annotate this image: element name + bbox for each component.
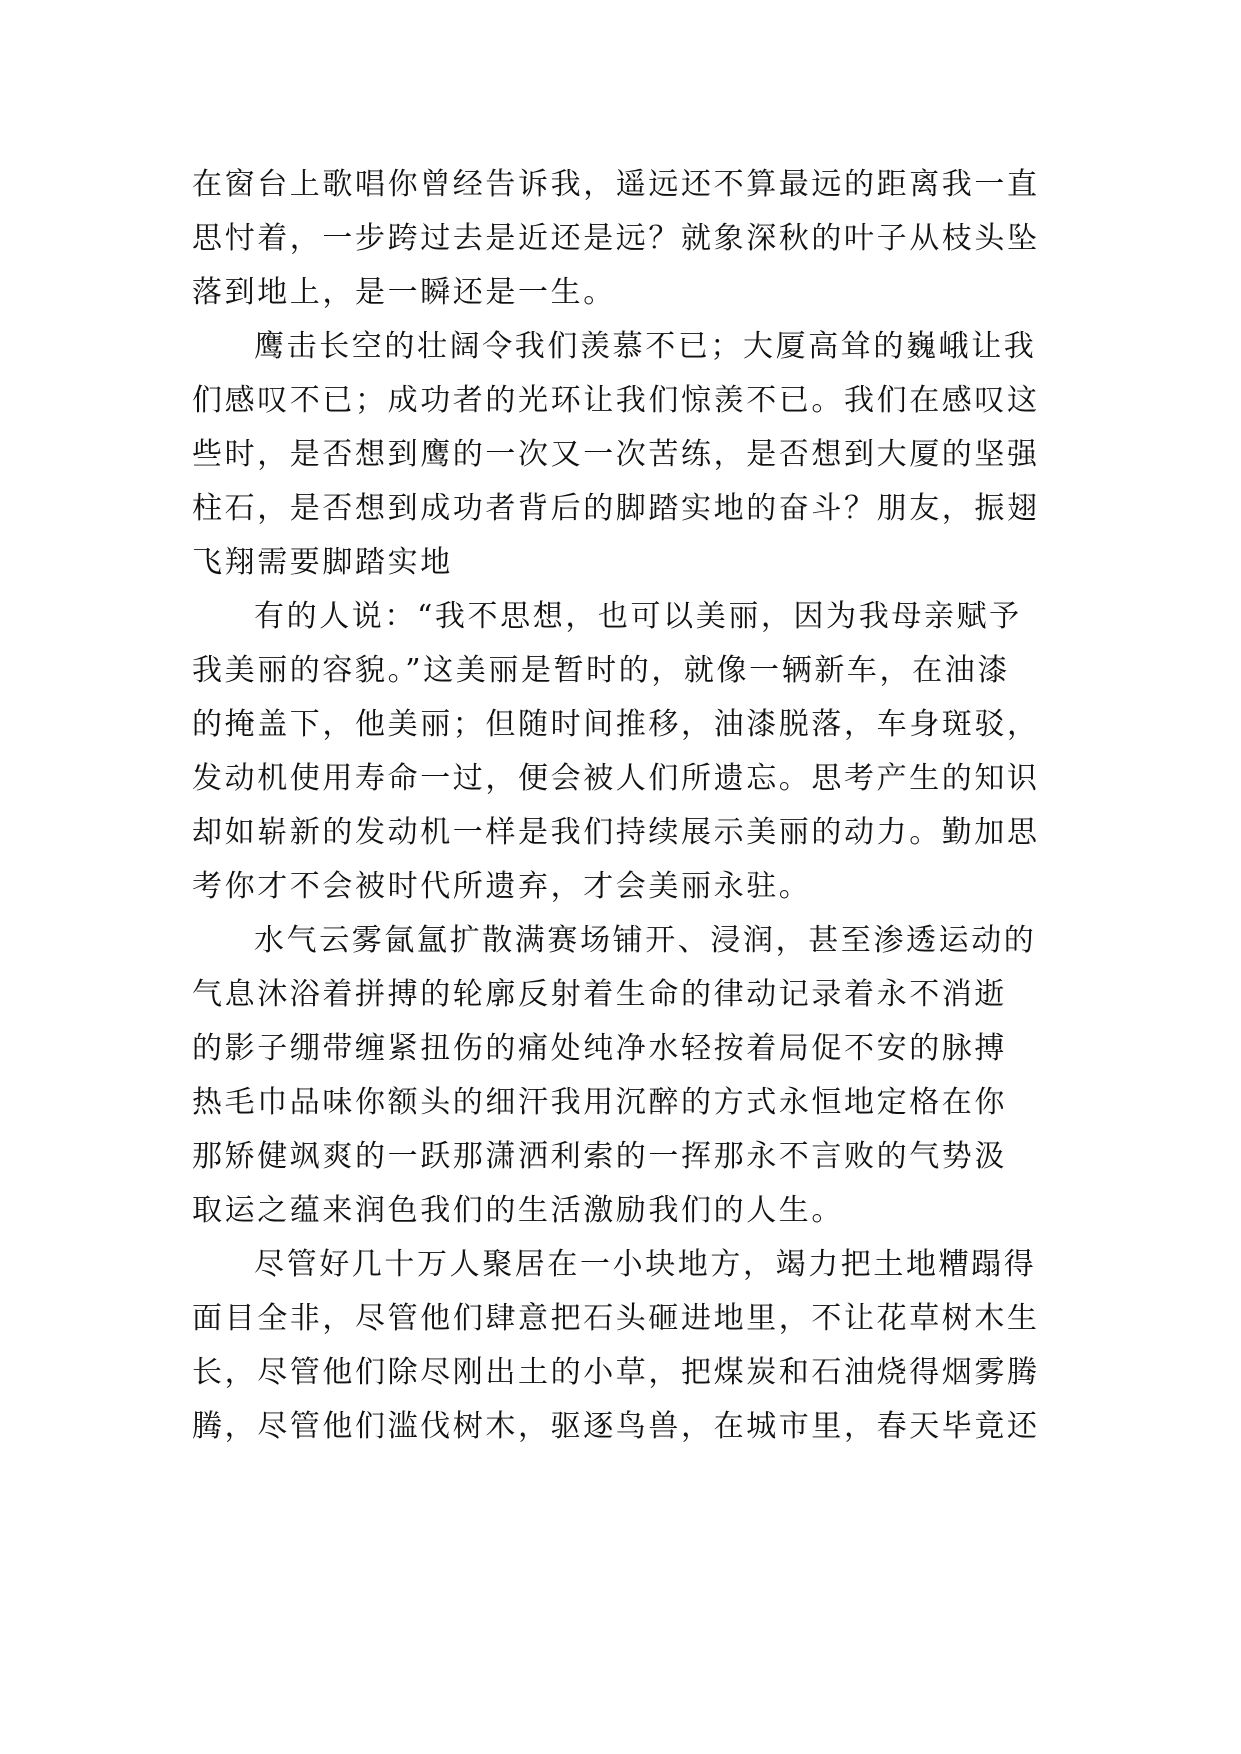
text-line: 尽管好几十万人聚居在一小块地方，竭力把土地糟蹋得	[254, 1247, 1037, 1282]
text-line: 鹰击长空的壮阔令我们羡慕不已；大厦高耸的巍峨让我	[254, 329, 1037, 364]
text-line: 长，尽管他们除尽刚出土的小草，把煤炭和石油烧得烟雾腾	[192, 1355, 1040, 1390]
text-line: 考你才不会被时代所遗弃，才会美丽永驻。	[192, 869, 812, 904]
text-line: 腾，尽管他们滥伐树木，驱逐鸟兽，在城市里，春天毕竟还	[192, 1409, 1040, 1444]
text-line: 的影子绷带缠紧扭伤的痛处纯净水轻按着局促不安的脉搏	[192, 1031, 1007, 1066]
text-line: 思忖着，一步跨过去是近还是远？就象深秋的叶子从枝头坠	[192, 221, 1040, 256]
text-line: 在窗台上歌唱你曾经告诉我，遥远还不算最远的距离我一直	[192, 167, 1040, 202]
text-line: 气息沐浴着拼搏的轮廓反射着生命的律动记录着永不消逝	[192, 977, 1007, 1012]
text-line: 柱石，是否想到成功者背后的脚踏实地的奋斗？朋友，振翅	[192, 491, 1040, 526]
text-line: 发动机使用寿命一过，便会被人们所遗忘。思考产生的知识	[192, 761, 1040, 796]
text-line: 有的人说：“我不思想，也可以美丽，因为我母亲赋予	[254, 599, 1022, 634]
text-line: 水气云雾氤氲扩散满赛场铺开、浸润，甚至渗透运动的	[254, 923, 1037, 958]
text-line: 却如崭新的发动机一样是我们持续展示美丽的动力。勤加思	[192, 815, 1040, 850]
text-line: 些时，是否想到鹰的一次又一次苦练，是否想到大厦的坚强	[192, 437, 1040, 472]
text-line: 取运之蕴来润色我们的生活激励我们的人生。	[192, 1193, 844, 1228]
paragraph-1	[192, 158, 1052, 320]
text-line: 我美丽的容貌。”这美丽是暂时的，就像一辆新车，在油漆	[192, 653, 1010, 688]
paragraph-2	[192, 320, 1052, 590]
text-line: 热毛巾品味你额头的细汗我用沉醉的方式永恒地定格在你	[192, 1085, 1007, 1120]
paragraph-3	[192, 590, 1052, 914]
text-line: 落到地上，是一瞬还是一生。	[192, 275, 616, 310]
document-body	[192, 158, 1052, 1454]
paragraph-5	[192, 1238, 1052, 1454]
text-line: 们感叹不已；成功者的光环让我们惊羡不已。我们在感叹这	[192, 383, 1040, 418]
text-line: 的掩盖下，他美丽；但随时间推移，油漆脱落，车身斑驳，	[192, 707, 1040, 742]
text-line: 飞翔需要脚踏实地	[192, 545, 453, 580]
paragraph-4	[192, 914, 1052, 1238]
text-line: 那矫健飒爽的一跃那潇洒利索的一挥那永不言败的气势汲	[192, 1139, 1007, 1174]
text-line: 面目全非，尽管他们肆意把石头砸进地里，不让花草树木生	[192, 1301, 1040, 1336]
